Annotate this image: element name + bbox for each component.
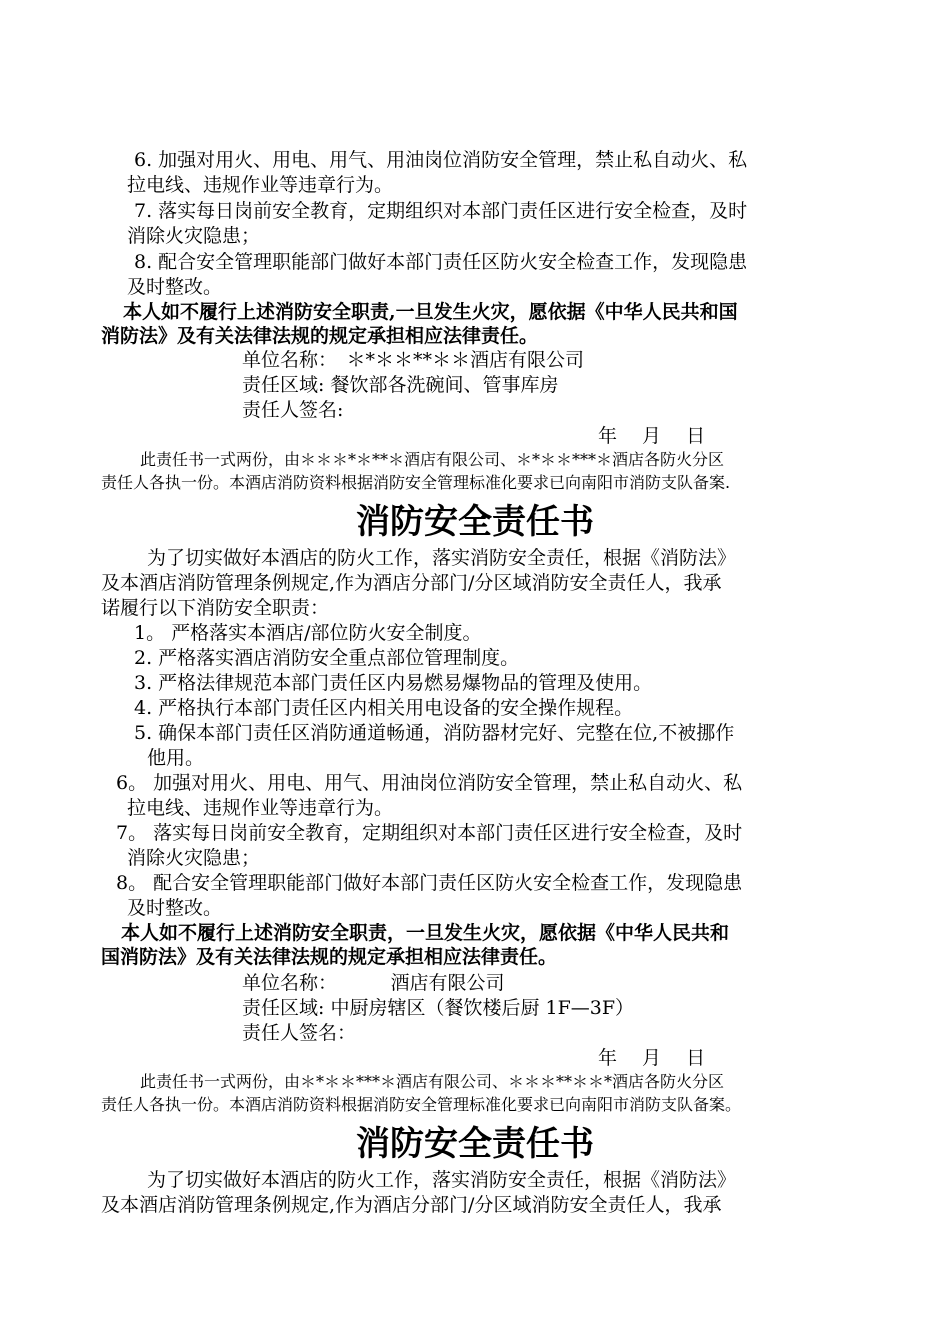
item-6-line2: 拉电线、违规作业等违章行为。 — [127, 797, 394, 819]
item-7-line1: 7。 落实每日岗前安全教育，定期组织对本部门责任区进行安全检查，及时 — [116, 822, 743, 844]
item-5-line1: 5. 确保本部门责任区消防通道畅通，消防器材完好、完整在位,不被挪作 — [134, 722, 735, 744]
intro-line2: 及本酒店消防管理条例规定,作为酒店分部门/分区域消防安全责任人，我承 — [101, 1194, 722, 1216]
item-6-line1: 6. 加强对用火、用电、用气、用油岗位消防安全管理，禁止私自动火、私 — [134, 149, 748, 171]
item-2: 2. 严格落实酒店消防安全重点部位管理制度。 — [134, 647, 520, 669]
date-line: 年 月 日 — [598, 425, 706, 447]
intro-line1: 为了切实做好本酒店的防火工作，落实消防安全责任，根据《消防法》 — [147, 1169, 737, 1191]
item-8-line1: 8。 配合安全管理职能部门做好本部门责任区防火安全检查工作，发现隐患 — [116, 872, 743, 894]
document-title: 消防安全责任书 — [356, 1124, 594, 1164]
item-1: 1。 严格落实本酒店/部位防火安全制度。 — [134, 622, 482, 644]
responsibility-area: 责任区域: 中厨房辖区（餐饮楼后厨 1F—3F） — [242, 997, 635, 1019]
item-8-line2: 及时整改。 — [127, 276, 223, 298]
item-8-line2: 及时整改。 — [127, 897, 223, 919]
item-5-line2: 他用。 — [147, 747, 205, 769]
signature-label: 责任人签名: — [242, 399, 344, 421]
pledge-line1: 本人如不履行上述消防安全职责,一旦发生火灾，愿依据《中华人民共和国 — [123, 301, 738, 323]
item-7-line1: 7. 落实每日岗前安全教育，定期组织对本部门责任区进行安全检查，及时 — [134, 200, 748, 222]
item-6-line2: 拉电线、违规作业等违章行为。 — [127, 174, 394, 196]
item-7-line2: 消除火灾隐患； — [127, 847, 261, 869]
intro-line2: 及本酒店消防管理条例规定,作为酒店分部门/分区域消防安全责任人，我承 — [101, 572, 722, 594]
document-title: 消防安全责任书 — [356, 502, 594, 542]
item-3: 3. 严格法律规范本部门责任区内易燃易爆物品的管理及使用。 — [134, 672, 653, 694]
note-line2: 责任人各执一份。本酒店消防资料根据消防安全管理标准化要求已向南阳市消防支队备案。 — [101, 1095, 742, 1114]
item-8-line1: 8. 配合安全管理职能部门做好本部门责任区防火安全检查工作，发现隐患 — [134, 251, 748, 273]
date-line: 年 月 日 — [598, 1047, 706, 1069]
note-line1: 此责任书一式两份，由＊＊＊*＊**＊酒店有限公司、＊*＊＊***＊酒店各防火分区 — [140, 450, 725, 469]
signature-label: 责任人签名： — [242, 1022, 357, 1044]
note-line1: 此责任书一式两份，由＊*＊＊***＊酒店有限公司、＊＊＊**＊＊*酒店各防火分区 — [140, 1072, 725, 1091]
item-6-line1: 6。 加强对用火、用电、用气、用油岗位消防安全管理，禁止私自动火、私 — [116, 772, 743, 794]
pledge-line1: 本人如不履行上述消防安全职责，一旦发生火灾，愿依据《中华人民共和 — [121, 922, 730, 944]
pledge-line2: 国消防法》及有关法律法规的规定承担相应法律责任。 — [101, 946, 558, 968]
responsibility-area: 责任区域: 餐饮部各洗碗间、管事库房 — [242, 374, 559, 396]
intro-line3: 诺履行以下消防安全职责： — [101, 597, 330, 619]
item-4: 4. 严格执行本部门责任区内相关用电设备的安全操作规程。 — [134, 697, 634, 719]
pledge-line2: 消防法》及有关法律法规的规定承担相应法律责任。 — [101, 325, 539, 347]
item-7-line2: 消除火灾隐患； — [127, 225, 261, 247]
unit-name: 单位名称： ＊*＊＊**＊＊酒店有限公司 — [242, 349, 585, 371]
unit-name: 单位名称： 酒店有限公司 — [242, 972, 505, 994]
intro-line1: 为了切实做好本酒店的防火工作，落实消防安全责任，根据《消防法》 — [147, 547, 737, 569]
note-line2: 责任人各执一份。本酒店消防资料根据消防安全管理标准化要求已向南阳市消防支队备案. — [101, 473, 731, 492]
